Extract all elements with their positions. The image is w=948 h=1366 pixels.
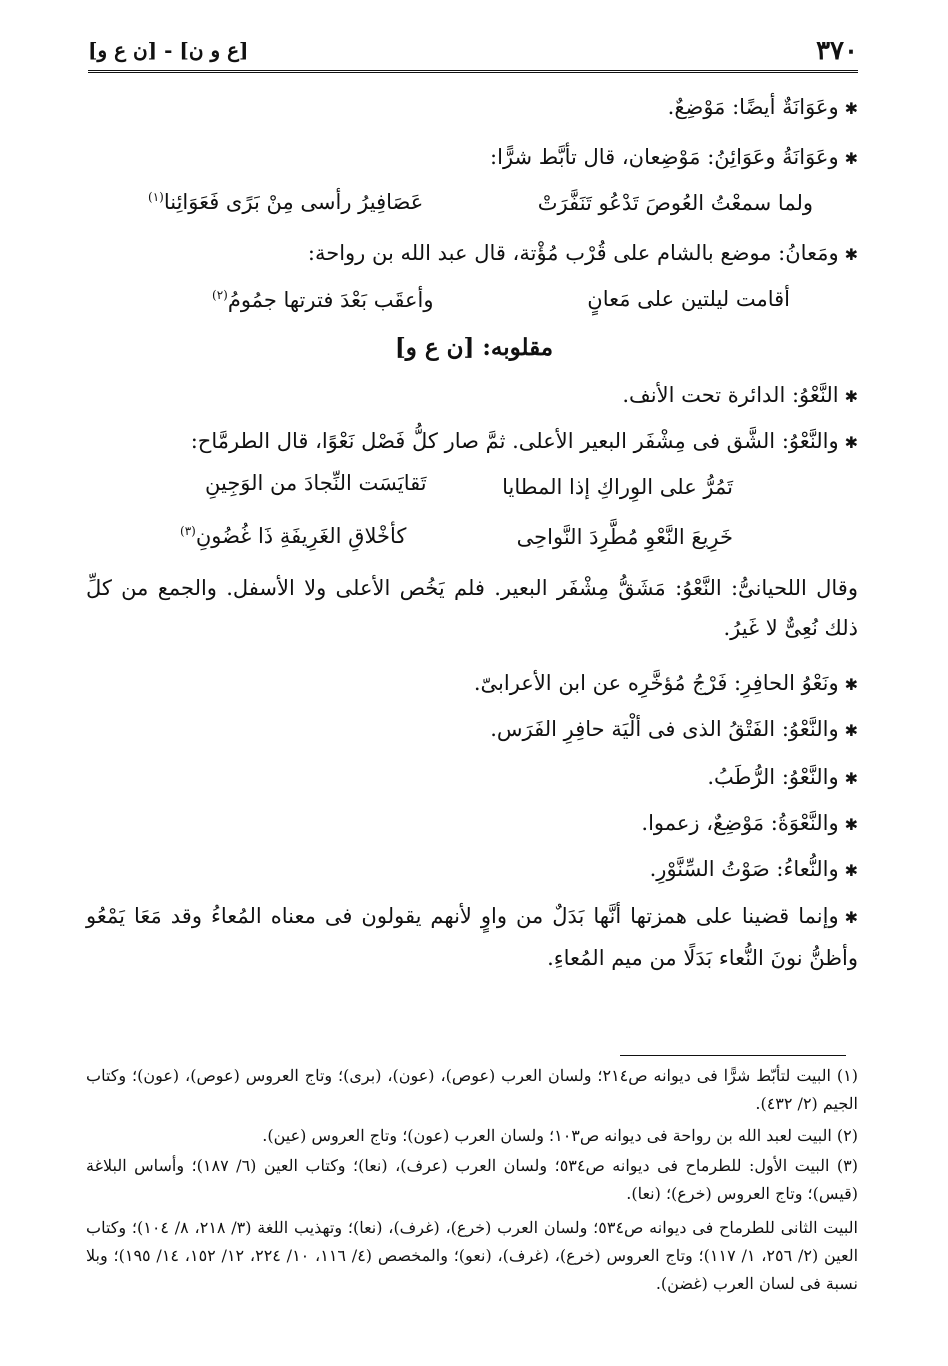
footnote-marker: (١) (148, 190, 164, 204)
entry-line (490, 714, 858, 746)
asterisk-icon: ✱ (844, 861, 858, 880)
asterisk-icon: ✱ (844, 721, 858, 740)
entry-text: والنَّعْوُ: الشَّق فى مِشْفَر البعير الأعلى. ثمَّ صار كلُّ فَصْل نَعْوًا، قال الطرمَّاح: (190, 429, 839, 453)
asterisk-icon: ✱ (844, 387, 858, 406)
asterisk-icon: ✱ (844, 675, 858, 694)
asterisk-icon: ✱ (844, 815, 858, 834)
entry-text: والنَّعْوَةُ: مَوْضِعٌ، زعموا. (641, 811, 839, 835)
asterisk-icon: ✱ (844, 99, 858, 118)
footnote: (١) البيت لتأبّط شرًّا فى ديوانه ص٢١٤؛ ولسان العرب (عوص)، (عون)، (برى)؛ وتاج العروس (عوص)، (عون)؛ وكتاب الجيم (٢/ ٤٣٢). (86, 1066, 858, 1113)
entry-line (490, 142, 858, 174)
entry-line (668, 92, 858, 124)
footnote: البيت الثانى للطرماح فى ديوانه ص٥٣٤؛ ولسان العرب (خرع)، (غرف)، (نعا)؛ وتهذيب اللغة (٣/ ٢١٨، ٨/ ١٠٤)؛ وكتاب العين (٢/ ٢٥٦، ١/ ١١٧)؛ وتاج العروس (خرع)، (غرف)، (نعو)؛ والمخصص (٤/ ١١٦، ١٠/ ٢٢٤، ١٢/ ١٥٢، ١٤/ ١٩٥)؛ وبلا نسبة فى لسان العرب (غضن). (86, 1218, 859, 1293)
paragraph (86, 896, 858, 978)
verse-hemistich-right: خَرِيعَ النَّعْوِ مُطَّرِدَ النَّواحِى (516, 525, 733, 549)
verse-hemistich-right: ولما سمعْتُ العُوصَ تَدْعُو تَنَفَّرَتْ (537, 191, 813, 215)
entry-line (641, 808, 858, 840)
verse-hemistich-left: تَقايَسَت النِّجادَ من الوَجِينِ (205, 471, 427, 495)
verse-hemistich-right: أقامت ليلتين على مَعانٍ (587, 287, 790, 311)
verse-hemistich-left (180, 516, 406, 551)
entry-text: والنُّعاءُ: صَوْتُ السِّنَّوْرِ. (649, 857, 839, 881)
entry-line (308, 238, 858, 270)
verse-hemistich-right: تَمُرُّ على الوِراكِ إذا المطايا (502, 475, 733, 499)
entry-text: وعَوَانَةٌ أيضًا: مَوْضِعٌ. (667, 95, 839, 119)
entry-line (622, 380, 858, 412)
entry-text: والنَّعْوُ: الرُّطَبُ. (707, 765, 839, 789)
entry-line (650, 854, 858, 886)
entry-text: ونَعْوُ الحافِرِ: فَرْجُ مُؤخَّرِه عن ابن الأعرابىّ. (473, 671, 839, 695)
verse-hemistich-left (212, 280, 433, 315)
footnote-rule (620, 1055, 846, 1056)
verse-text: كأخْلاقِ الغَرِيفَةِ ذَا غُضُونِ (195, 524, 407, 548)
verse-text: وأعقَب بَعْدَ فترتها جمُومُ (227, 288, 434, 312)
page-number: ٣٧٠ (816, 36, 858, 66)
entry-text: وعَوَانَةُ وعَوَائِنُ: مَوْضِعان، قال تأبَّط شرًّا: (490, 145, 839, 169)
verse-text: عَصَافِيرُ رأسى مِنْ بَرًى فَعَوَائِنا (163, 190, 424, 214)
paragraph-text: وإنما قضينا على همزتها أنَّها بَدَلٌ من واوٍ لأنهم يقولون فى معناه المُعاءُ وقد مَعَا يَمْعُو وأظنُّ نونَ النُّعاء بَدَلًا من ميم المُعاءِ. (86, 904, 858, 970)
asterisk-icon: ✱ (844, 908, 858, 927)
verse-hemistich-left (148, 182, 423, 217)
entry-line (191, 426, 858, 458)
section-title: مقلوبه: [ن ع و] (394, 334, 554, 361)
page-header (88, 34, 858, 70)
footnote-marker: (٢) (212, 288, 228, 302)
asterisk-icon: ✱ (844, 149, 858, 168)
entry-text: ومَعانُ: موضع بالشام على قُرْب مُؤْتة، قال عبد الله بن رواحة: (307, 241, 839, 265)
entry-line (707, 762, 858, 794)
entry-line (474, 668, 858, 700)
footnote: (٢) البيت لعبد الله بن رواحة فى ديوانه ص١٠٣؛ ولسان العرب (عون)؛ وتاج العروس (عين). (262, 1126, 858, 1145)
entry-text: النَّعْوُ: الدائرة تحت الأنف. (622, 383, 839, 407)
running-title: [ع و ن] - [ن ع و] (88, 38, 249, 62)
asterisk-icon: ✱ (844, 433, 858, 452)
entry-text: والنَّعْوُ: الفَتْقُ الذى فى ألْيَة حافِرِ الفَرَس. (490, 717, 839, 741)
footnote: (٣) البيت الأول: للطرماح فى ديوانه ص٥٣٤؛ ولسان العرب (عرف)، (نعا)؛ وكتاب العين (٦/ ١٨٧)؛ وأساس البلاغة (قيس)؛ وتاج العروس (خرع)؛ (نعا). (86, 1156, 858, 1203)
footnote-marker: (٣) (180, 524, 196, 538)
asterisk-icon: ✱ (844, 245, 858, 264)
paragraph: وقال اللحيانىُّ: النَّعْوُ: مَشَقُّ مِشْفَر البعير. فلم يَخُص الأعلى ولا الأسفل. والجمع من كلِّ ذلك نُعِىٌّ لا غَيرُ. (86, 576, 858, 640)
header-rule (88, 70, 858, 73)
asterisk-icon: ✱ (844, 769, 858, 788)
